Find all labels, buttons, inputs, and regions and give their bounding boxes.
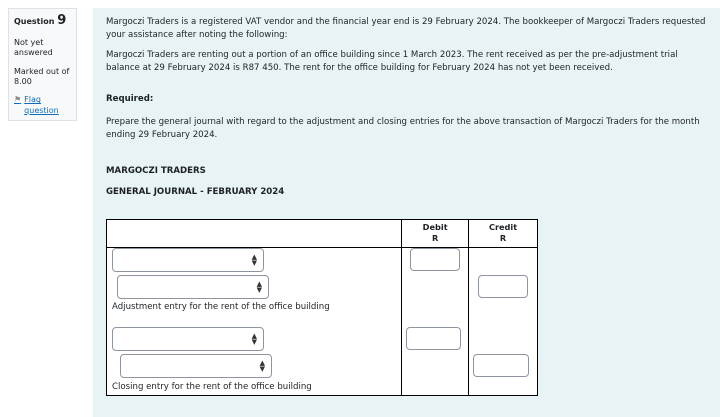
required-text: Prepare the general journal with regard to the adjustment and closing entries for the above transaction of Margoczi Traders for the month ending 29 February 2024. — [106, 116, 700, 140]
adjustment-debit-amount-input[interactable] — [410, 248, 460, 271]
flag-icon: ⚑ — [14, 95, 22, 105]
credit-header — [469, 220, 538, 248]
question-grade: Marked out of 8.00 — [14, 66, 70, 87]
credit-header-label: Credit — [488, 222, 518, 232]
question-state: Not yet answered — [14, 37, 53, 58]
question-paragraph-1: Margoczi Traders is a registered VAT vendor and the financial year end is 29 February 2024. The bookkeeper of Margoczi Traders requested your assistance after noting the following: — [106, 17, 706, 41]
description-header — [107, 220, 402, 248]
debit-header — [402, 220, 469, 248]
question-number — [14, 13, 71, 30]
question-label: Question — [14, 17, 55, 26]
description-cell — [107, 248, 402, 396]
debit-cell — [402, 248, 469, 396]
debit-currency: R — [431, 232, 439, 243]
question-content — [93, 8, 720, 417]
flag-question-label: Flag question — [24, 95, 59, 115]
adjustment-debit-account-select[interactable] — [112, 248, 264, 272]
up-down-chevron-icon: ▲ ▼ — [259, 359, 265, 373]
closing-debit-amount-input[interactable] — [406, 327, 461, 350]
flag-question-link[interactable] — [14, 95, 71, 116]
credit-currency: R — [499, 232, 507, 243]
general-journal-table — [106, 219, 538, 396]
journal-title: GENERAL JOURNAL - FEBRUARY 2024 — [106, 186, 285, 197]
adjustment-credit-amount-input[interactable] — [478, 275, 528, 298]
company-name: MARGOCZI TRADERS — [106, 166, 206, 177]
closing-credit-account-select[interactable] — [120, 354, 272, 378]
question-number-value: 9 — [57, 13, 67, 28]
question-info-panel — [8, 8, 77, 121]
question-paragraph-2: Margoczi Traders are renting out a portion of an office building since 1 March 2023. The rent received as per the pre-adjustment trial balance at 29 February 2024 is R87 450. The rent for the office building for February 2024 has not yet been received. — [106, 49, 678, 73]
up-down-chevron-icon: ▲ ▼ — [251, 332, 257, 346]
adjustment-credit-account-select[interactable] — [117, 275, 269, 299]
required-heading: Required: — [106, 94, 154, 105]
debit-header-label: Debit — [422, 222, 448, 232]
up-down-chevron-icon: ▲ ▼ — [256, 280, 262, 294]
closing-entry-label: Closing entry for the rent of the office building — [112, 382, 312, 392]
credit-cell — [469, 248, 538, 396]
up-down-chevron-icon: ▲ ▼ — [251, 253, 257, 267]
adjustment-entry-label: Adjustment entry for the rent of the office building — [112, 302, 330, 312]
closing-credit-amount-input[interactable] — [473, 354, 529, 377]
closing-debit-account-select[interactable] — [112, 327, 264, 351]
